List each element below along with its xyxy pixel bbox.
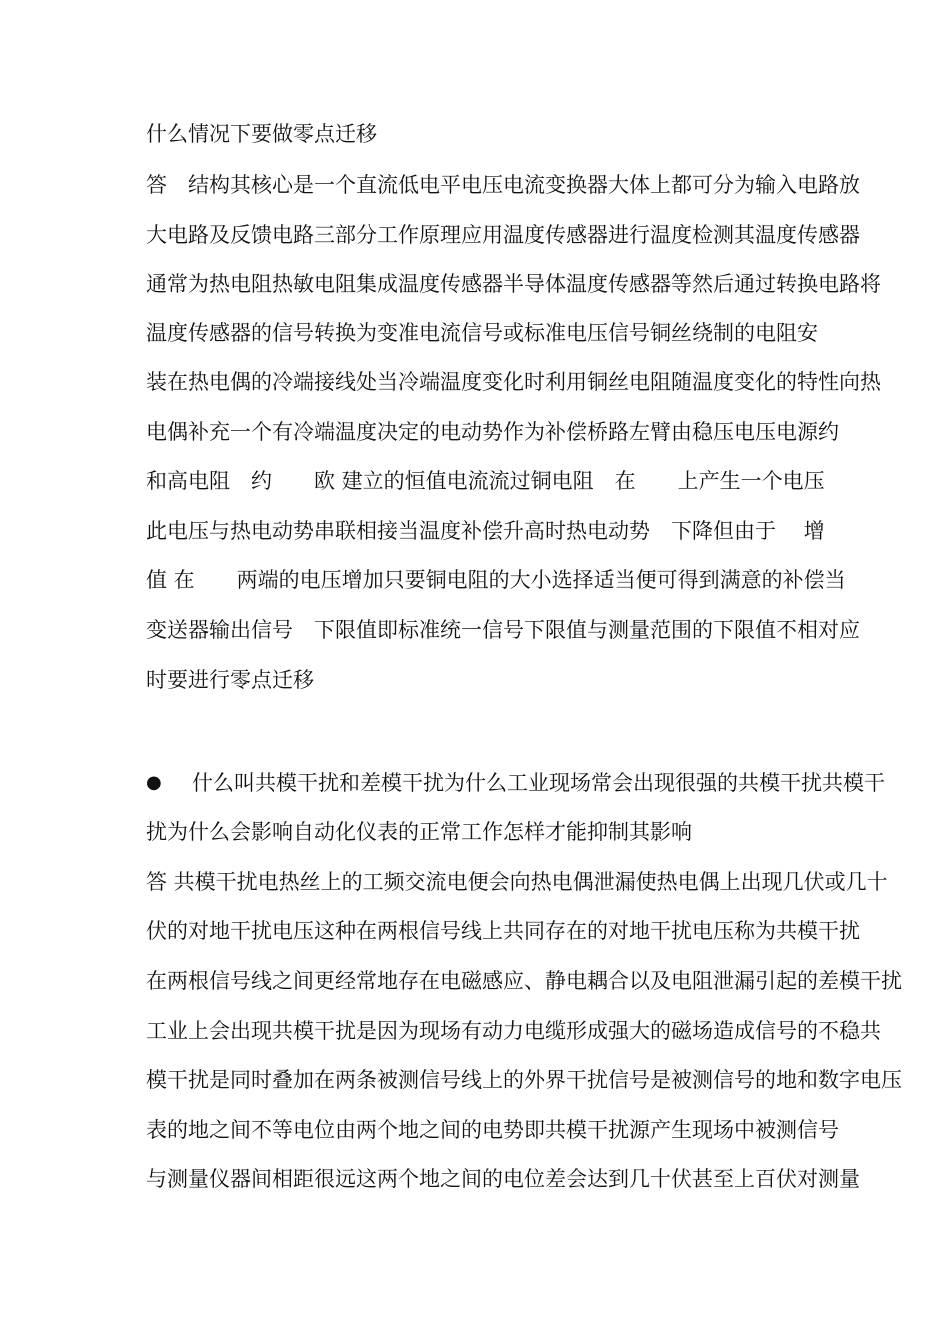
section1-line-9: 值 在 两端的电压增加只要铜电阻的大小选择适当便可得到满意的补偿当 (146, 568, 846, 592)
section1-line-11: 时要进行零点迁移 (146, 668, 314, 692)
section1-title: 什么情况下要做零点迁移 (146, 122, 377, 146)
section2-title: 什么叫共模干扰和差模干扰为什么工业现场常会出现很强的共模干扰共模干 (192, 771, 885, 795)
section1-line-1: 答 结构其核心是一个直流低电平电压电流变换器大体上都可分为输入电路放 (146, 173, 860, 197)
section1-line-6: 电偶补充一个有冷端温度决定的电动势作为补偿桥路左臂由稳压电压电源约 (146, 420, 839, 444)
section2-line-5: 工业上会出现共模干扰是因为现场有动力电缆形成强大的磁场造成信号的不稳共 (146, 1019, 881, 1043)
section2-line-2: 答 共模干扰电热丝上的工频交流电便会向热电偶泄漏使热电偶上出现几伏或几十 (146, 870, 888, 894)
section1-line-3: 通常为热电阻热敏电阻集成温度传感器半导体温度传感器等然后通过转换电路将 (146, 272, 881, 296)
section2-line-8: 与测量仪器间相距很远这两个地之间的电位差会达到几十伏甚至上百伏对测量 (146, 1167, 860, 1191)
section2-line-4: 在两根信号线之间更经常地存在电磁感应、静电耦合以及电阻泄漏引起的差模干扰 (146, 969, 902, 993)
bullet-icon: ● (146, 772, 162, 793)
section2-line-7: 表的地之间不等电位由两个地之间的电势即共模干扰源产生现场中被测信号 (146, 1118, 839, 1142)
section1-line-10: 变送器输出信号 下限值即标准统一信号下限值与测量范围的下限值不相对应 (146, 618, 860, 642)
section2-line-1: 扰为什么会影响自动化仪表的正常工作怎样才能抑制其影响 (146, 820, 692, 844)
section1-line-5: 装在热电偶的冷端接线处当冷端温度变化时利用铜丝电阻随温度变化的特性向热 (146, 370, 881, 394)
section1-line-7: 和高电阻 约 欧 建立的恒值电流流过铜电阻 在 上产生一个电压 (146, 469, 825, 493)
section2-line-6: 模干扰是同时叠加在两条被测信号线上的外界干扰信号是被测信号的地和数字电压 (146, 1068, 902, 1092)
section1-line-4: 温度传感器的信号转换为变准电流信号或标准电压信号铜丝绕制的电阻安 (146, 321, 818, 345)
section2-line-3: 伏的对地干扰电压这种在两根信号线上共同存在的对地干扰电压称为共模干扰 (146, 919, 860, 943)
section1-line-8: 此电压与热电动势串联相接当温度补偿升高时热电动势 下降但由于 增 (146, 519, 825, 543)
section1-line-2: 大电路及反馈电路三部分工作原理应用温度传感器进行温度检测其温度传感器 (146, 223, 860, 247)
